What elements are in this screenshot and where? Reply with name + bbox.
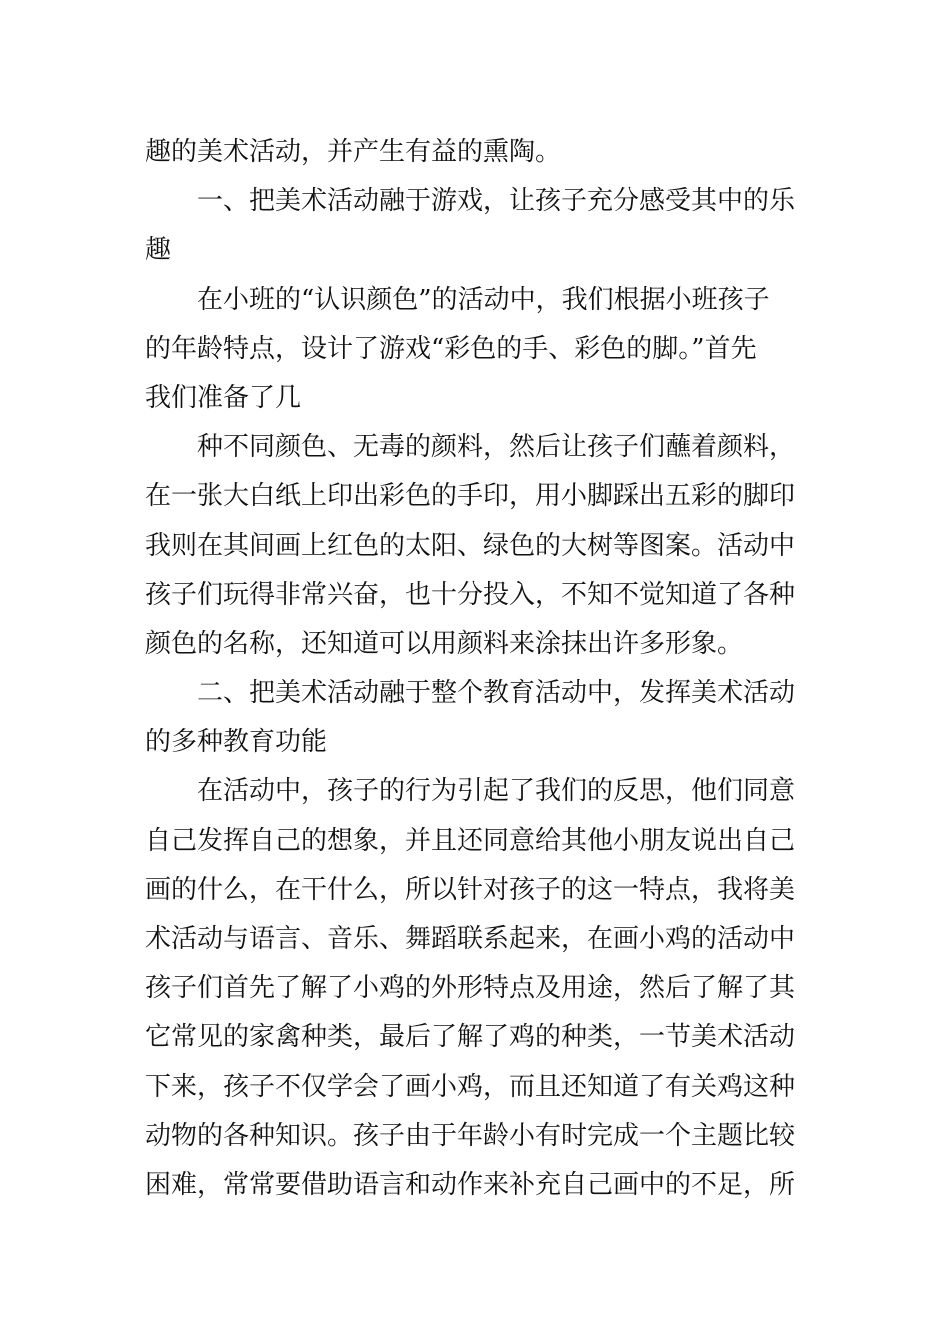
text-line: 颜色的名称，还知道可以用颜料来涂抹出许多形象。	[145, 628, 744, 659]
text-line: 画的什么，在干什么，所以针对孩子的这一特点，我将美	[145, 874, 796, 905]
text-line: 困难，常常要借助语言和动作来补充自己画中的不足，所	[145, 1169, 796, 1200]
text-line: 在小班的“认识颜色”的活动中，我们根据小班孩子	[197, 284, 770, 315]
heading-one-continued: 趣	[145, 235, 172, 266]
text-line: 我们准备了几	[145, 382, 302, 413]
text-line: 自己发挥自己的想象，并且还同意给其他小朋友说出自己	[145, 825, 796, 856]
text-line: 种不同颜色、无毒的颜料，然后让孩子们蘸着颜料，	[197, 432, 796, 463]
text-line: 下来，孩子不仅学会了画小鸡，而且还知道了有关鸡这种	[145, 1071, 796, 1102]
heading-one: 一、把美术活动融于游戏，让孩子充分感受其中的乐	[197, 186, 796, 217]
text-line: 在一张大白纸上印出彩色的手印，用小脚踩出五彩的脚印	[145, 481, 796, 512]
text-line: 在活动中，孩子的行为引起了我们的反思，他们同意	[197, 776, 796, 807]
text-line: 趣的美术活动，并产生有益的熏陶。	[145, 137, 562, 167]
text-line: 孩子们玩得非常兴奋，也十分投入，不知不觉知道了各种	[145, 579, 796, 610]
heading-two-continued: 的多种教育功能	[145, 727, 328, 758]
document-body	[145, 128, 810, 1210]
text-line: 动物的各种知识。孩子由于年龄小有时完成一个主题比较	[145, 1120, 796, 1151]
text-line: 孩子们首先了解了小鸡的外形特点及用途，然后了解了其	[145, 973, 796, 1004]
text-line: 术活动与语言、音乐、舞蹈联系起来，在画小鸡的活动中	[145, 924, 796, 954]
heading-two: 二、把美术活动融于整个教育活动中，发挥美术活动	[197, 678, 796, 709]
text-line: 的年龄特点，设计了游戏“彩色的手、彩色的脚。”首先	[145, 333, 757, 364]
text-line: 它常见的家禽种类，最后了解了鸡的种类，一节美术活动	[145, 1022, 796, 1053]
text-line: 我则在其间画上红色的太阳、绿色的大树等图案。活动中	[145, 530, 796, 561]
